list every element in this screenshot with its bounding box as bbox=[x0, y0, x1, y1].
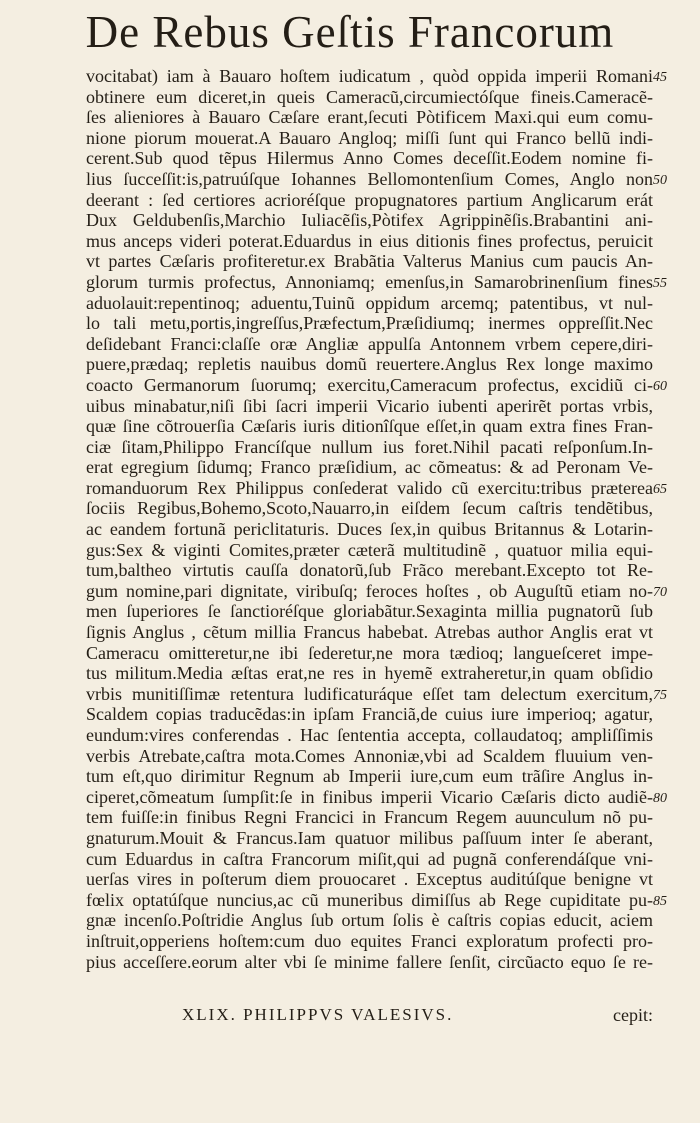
text-line: ſociis Regibus,Bohemo,Scoto,Nauarro,in eiſdem ſecum caſtris tendẽtibus, bbox=[86, 498, 653, 519]
text-line: mus anceps videri poterat.Eduardus in eius ditionis fines profectus, peruicit bbox=[86, 230, 653, 251]
text-line: aduolauit:repentinoq; aduentu,Tuinũ oppidum arcemq; patentibus, vt nul- bbox=[86, 292, 653, 313]
margin-line-number: 75 bbox=[653, 688, 667, 703]
text-line: lius ſucceſſit:is,patruúſque Iohannes Bellomontenſium Comes, Anglo non bbox=[86, 168, 653, 189]
text-line: gum nomine,pari dignitate, viribuſq; feroces hoſtes , ob Auguſtũ etiam no- bbox=[86, 580, 653, 601]
text-line: ac eandem fortunã periclitaturis. Duces ſex,in quibus Britannus & Lotarin- bbox=[86, 519, 653, 540]
text-line: men ſuperiores ſe ſanctioréſque gloriabãtur.Sexaginta millia pugnatorũ ſub bbox=[86, 601, 653, 622]
text-line: glorum turmis profectus, Annoniamq; emenſus,in Samarobrinenſium fines bbox=[86, 271, 653, 292]
text-line: quæ ſine cõtrouerſia Cæſaris iuris ditionîſque eſſet,in quam extra fines Fran- bbox=[86, 416, 653, 437]
text-line: pius acceſſere.eorum alter vbi ſe minime fallere ſenſit, circũacto equo ſe re- bbox=[86, 951, 653, 972]
page-footer bbox=[86, 1003, 653, 1027]
catchword: cepit: bbox=[613, 1005, 653, 1025]
margin-line-number: 80 bbox=[653, 791, 667, 806]
text-line: fœlix optatúſque nuncius,ac cũ muneribus dimiſſus ab Rege cupiditate pu- bbox=[86, 889, 653, 910]
text-line: gnaturum.Mouit & Francus.Iam quatuor milibus paſſuum inter ſe aberant, bbox=[86, 827, 653, 848]
text-line: vocitabat) iam à Bauaro hoſtem iudicatum , quòd oppida imperii Romani bbox=[86, 66, 653, 86]
text-line: erat egregium ſidumq; Franco præſidium, ac cõmeatus: & ad Peronam Ve- bbox=[86, 457, 653, 478]
text-line: gnæ incenſo.Poſtridie Anglus ſub ortum ſolis è caſtris copias educit, aciem bbox=[86, 910, 653, 931]
text-line: nione piorum mouerat.A Bauaro Angloq; miſſi ſunt qui Franco bellũ indi- bbox=[86, 127, 653, 148]
margin-line-number: 65 bbox=[653, 482, 667, 497]
margin-line-number: 45 bbox=[653, 70, 667, 85]
text-line: puere,prædaq; repletis nauibus domũ reuertere.Anglus Rex longe maximo bbox=[86, 354, 653, 375]
margin-line-number: 85 bbox=[653, 894, 667, 909]
text-line: uibus minabatur,niſi ſibi ſacri imperii Vicario iubenti aperirẽt portas vrbis, bbox=[86, 395, 653, 416]
text-line: Scaldem copias traducẽdas:in ipſam Franciã,de cuius iure imperioq; agatur, bbox=[86, 704, 653, 725]
text-line: deſidebant Franci:claſſe oræ Angliæ appulſa Antonnem vrbem cepere,diri- bbox=[86, 333, 653, 354]
text-line: tem fuiſſe:in finibus Regni Francici in Francum Regem auunculum nõ pu- bbox=[86, 807, 653, 828]
running-head: XLIX. PHILIPPVS VALESIVS. bbox=[182, 1005, 454, 1024]
text-line: ciperet,cõmeatum ſumpſit:ſe in finibus imperii Vicario Cæſaris dicto audiẽ- bbox=[86, 786, 653, 807]
page-title: De Rebus Geſtis Francorum bbox=[85, 7, 615, 57]
text-line: lo tali metu,portis,ingreſſus,Præfectum,Præſidiumq; inermes oppreſſit.Nec bbox=[86, 313, 653, 334]
text-line: ſignis Anglus , cẽtum millia Francus habebat. Atrebas author Anglis erat vt bbox=[86, 622, 653, 643]
text-line: ſes alieniores à Bauaro Cæſare erant,ſecuti Pòtificem Maxi.qui eum comu- bbox=[86, 107, 653, 128]
text-line bbox=[86, 972, 653, 993]
text-line: romanduorum Rex Philippus conſederat valido cũ exercitu:tribus præterea bbox=[86, 477, 653, 498]
text-line: verbis Atrebate,caſtra mota.Comes Annoniæ,vbi ad Scaldem fluuium ven- bbox=[86, 745, 653, 766]
text-line: eundum:vires conferendas . Hac ſententia accepta, collaudatoq; ampliſſimis bbox=[86, 725, 653, 745]
text-line: cum Eduardus in caſtra Francorum miſit,qui ad pugnã conferendáſque vni- bbox=[86, 848, 653, 869]
text-line: Cameracu omitteretur,ne ibi ſederetur,ne mora tædioq; langueſceret impe- bbox=[86, 642, 653, 663]
text-line: obtinere eum diceret,in queis Cameracũ,circumiectóſque fineis.Cameracẽ- bbox=[86, 86, 653, 107]
text-line: ciæ ſitam,Philippo Francíſque nullum ius foret.Nihil pacati reſponſum.In- bbox=[86, 436, 653, 457]
text-line: Dux Geldubenſis,Marchio Iuliacẽſis,Pòtifex Agrippinẽſis.Brabantini ani- bbox=[86, 210, 653, 231]
text-line: tum,baltheo virtutis cauſſa donatorũ,ſub Frãco merebant.Excepto tot Re- bbox=[86, 560, 653, 581]
text-line: vt partes Cæſaris profiteretur.ex Brabãtia Valterus Manius cum paucis An- bbox=[86, 251, 653, 272]
text-line: coacto Germanorum ſuorumq; exercitu,Cameracum profectus, excidiũ ci- bbox=[86, 374, 653, 395]
text-line: vrbis munitiſſimæ retentura ludificaturáque eſſet tam delectum exercitum, bbox=[86, 683, 653, 704]
margin-line-number: 55 bbox=[653, 276, 667, 291]
body-text bbox=[86, 66, 653, 993]
margin-line-number: 60 bbox=[653, 379, 667, 394]
margin-line-number: 70 bbox=[653, 585, 667, 600]
text-line: inſtruit,opperiens hoſtem:cum duo equites Franci exploratum profecti pro- bbox=[86, 930, 653, 951]
text-line: cerent.Sub quod tẽpus Hilermus Anno Comes deceſſit.Eodem nomine fi- bbox=[86, 148, 653, 169]
text-line: uerſas vires in poſterum diem prouocaret . Exceptus auditúſque benigne vt bbox=[86, 869, 653, 890]
text-line: gus:Sex & viginti Comites,præter cæterã multitudinẽ , quatuor milia equi- bbox=[86, 539, 653, 560]
text-line: tum eſt,quo dirimitur Regnum ab Imperii iure,cum eum trãſire Anglus in- bbox=[86, 766, 653, 787]
margin-line-number: 50 bbox=[653, 173, 667, 188]
text-line: tus militum.Media æſtas erat,ne res in hyemẽ extraheretur,in quam obſidio bbox=[86, 663, 653, 684]
text-line: deerant : ſed certiores acrioréſque propugnatores partium Anglicarum erát bbox=[86, 189, 653, 210]
